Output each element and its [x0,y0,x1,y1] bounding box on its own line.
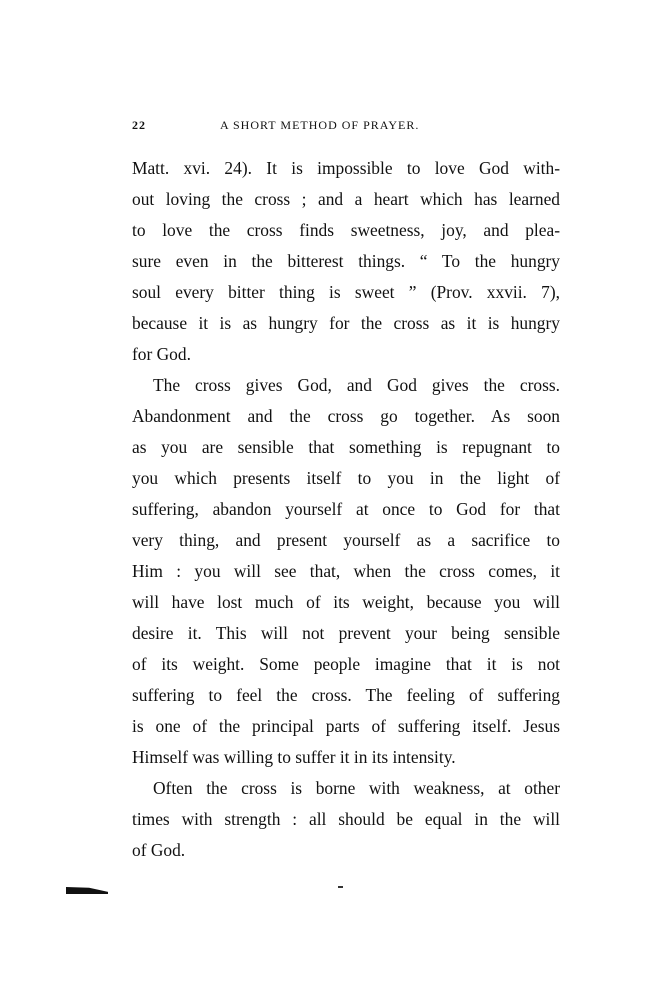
text-line: as you are sensible that something is repugnant to [132,437,560,457]
page-header [132,118,560,138]
paragraph [132,370,560,773]
text-line: of its weight. Some people imagine that it is not [132,654,560,674]
text-line: The cross gives God, and God gives the cross. [153,375,560,395]
text-line: soul every bitter thing is sweet ” (Prov. xxvii. 7), [132,282,560,302]
text-line: desire it. This will not prevent your being sensible [132,623,560,643]
text-line: Abandonment and the cross go together. As soon [132,406,560,426]
text-line: to love the cross finds sweetness, joy, and plea- [132,220,560,240]
text-line: Him : you will see that, when the cross comes, it [132,561,560,581]
text-line: Matt. xvi. 24). It is impossible to love God with- [132,158,560,178]
ink-speck-mark [338,886,343,888]
running-title: A SHORT METHOD OF PRAYER. [220,118,420,132]
paragraph [132,153,560,370]
ink-blot-mark [66,887,108,894]
text-line: very thing, and present yourself as a sacrifice to [132,530,560,550]
text-line: of God. [132,840,186,860]
page-number: 22 [132,118,146,132]
text-line: suffering, abandon yourself at once to God for that [132,499,560,519]
text-line: Himself was willing to suffer it in its intensity. [132,747,456,767]
text-line: you which presents itself to you in the light of [132,468,560,488]
text-line: sure even in the bitterest things. “ To the hungry [132,251,560,271]
text-line: for God. [132,344,191,364]
body-text [132,153,560,866]
text-line: Often the cross is borne with weakness, at other [153,778,560,798]
paragraph [132,773,560,866]
text-line: is one of the principal parts of suffering itself. Jesus [132,716,560,736]
text-line: times with strength : all should be equal in the will [132,809,560,829]
text-line: out loving the cross ; and a heart which has learned [132,189,560,209]
text-line: because it is as hungry for the cross as it is hungry [132,313,560,333]
text-line: suffering to feel the cross. The feeling of suffering [132,685,560,705]
text-line: will have lost much of its weight, because you will [132,592,560,612]
